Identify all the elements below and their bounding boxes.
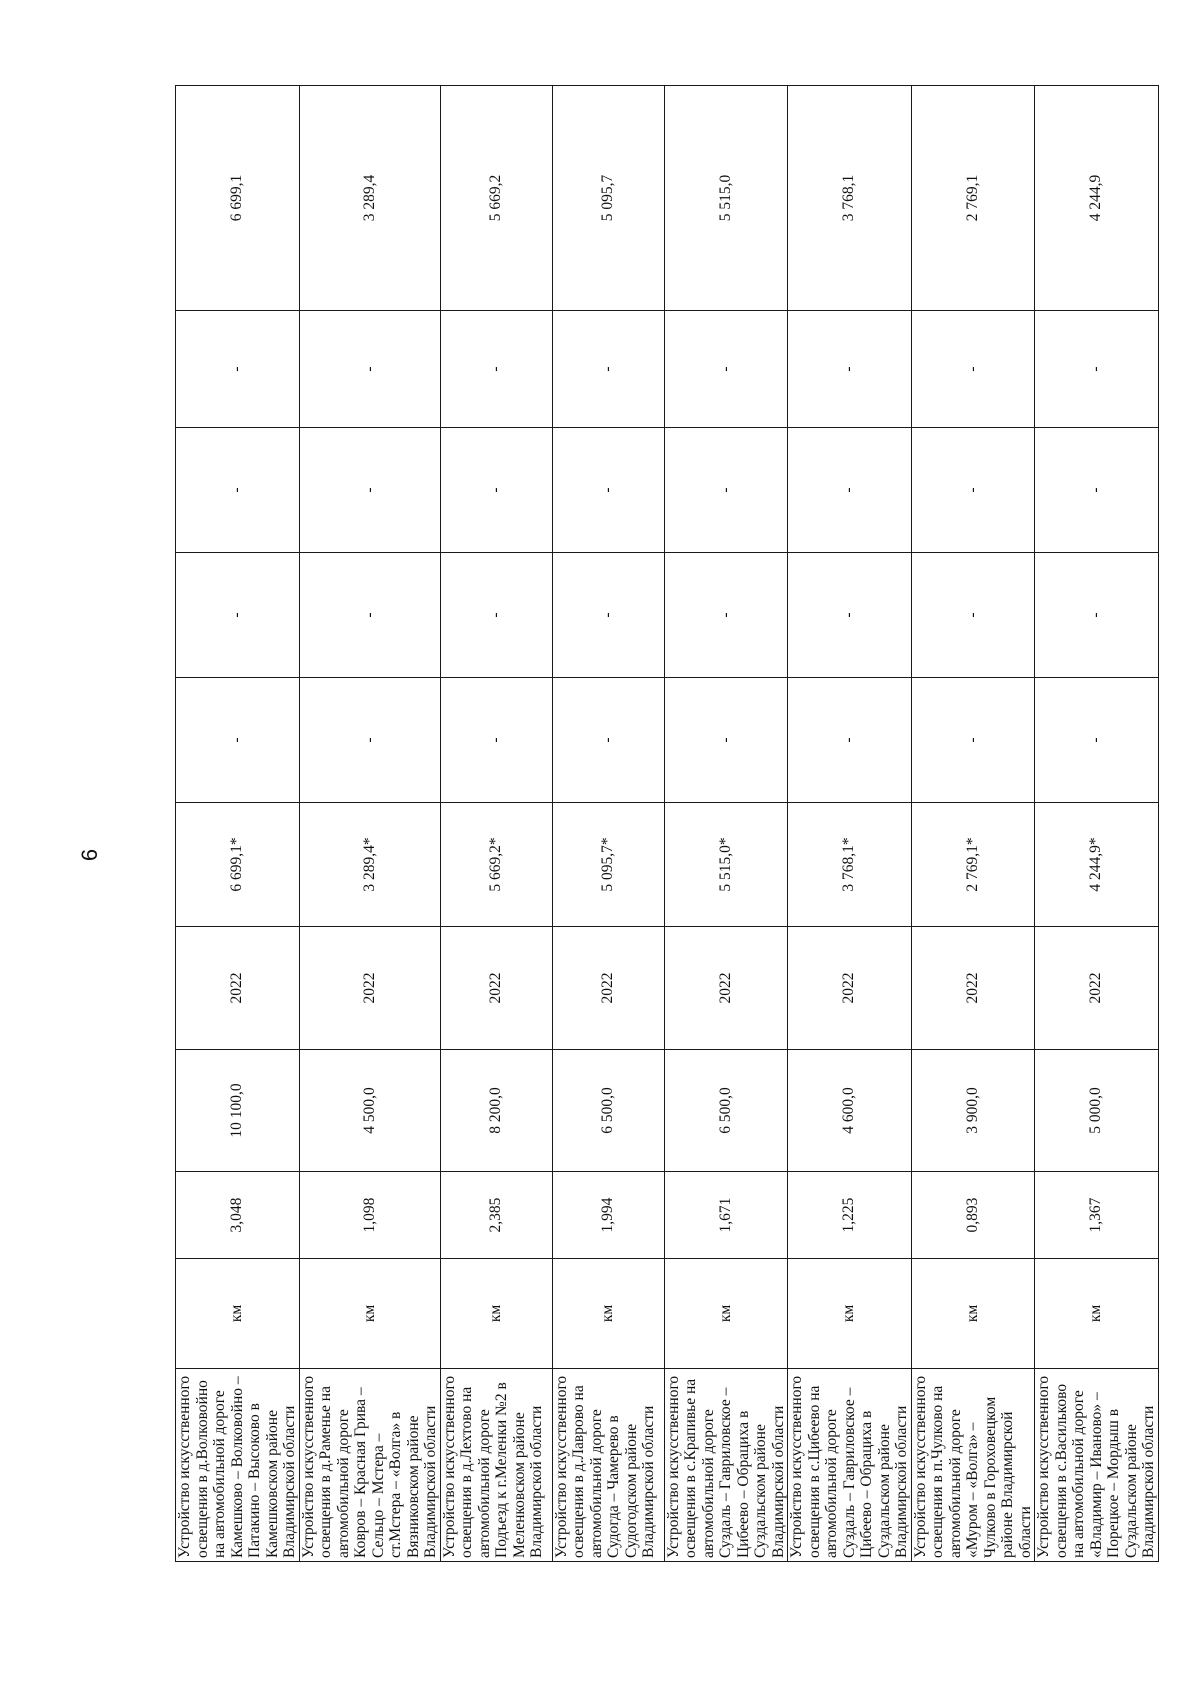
total-cell: 2 769,1 [911, 86, 1035, 311]
total-cell: 4 244,9 [1035, 86, 1159, 311]
table-row [664, 86, 788, 1562]
unit-cell: км [552, 1259, 664, 1369]
length-cell: 1,367 [1035, 1172, 1159, 1259]
empty-value-cell: - [552, 553, 664, 678]
empty-value-cell: - [1035, 553, 1159, 678]
table-row [911, 86, 1035, 1562]
year-cell: 2022 [552, 927, 664, 1050]
cost-cell: 6 500,0 [664, 1050, 788, 1172]
empty-value-cell: - [911, 553, 1035, 678]
empty-value-cell: - [664, 428, 788, 553]
empty-value-cell: - [788, 311, 912, 428]
rotated-table-wrapper [175, 86, 1157, 1562]
cost-cell: 4 500,0 [299, 1050, 440, 1172]
empty-value-cell: - [664, 553, 788, 678]
object-name-cell: Устройство искусственного освещения в д.Волковойно на автомобильной дороге Камешково – Волковойно – Патакино – Высоково в Камешковском районе Владимирской области [176, 1369, 300, 1562]
empty-value-cell: - [788, 428, 912, 553]
empty-value-cell: - [911, 678, 1035, 803]
amount-cell: 5 515,0* [664, 803, 788, 927]
unit-cell: км [440, 1259, 552, 1369]
object-name-cell: Устройство искусственного освещения в п.Чулково на автомобильной дороге «Муром – «Волга» – Чулково в Гороховецком районе Владимирской области [911, 1369, 1035, 1562]
empty-value-cell: - [440, 553, 552, 678]
empty-value-cell: - [440, 678, 552, 803]
empty-value-cell: - [1035, 311, 1159, 428]
cost-cell: 5 000,0 [1035, 1050, 1159, 1172]
year-cell: 2022 [664, 927, 788, 1050]
amount-cell: 5 095,7* [552, 803, 664, 927]
empty-value-cell: - [176, 678, 300, 803]
empty-value-cell: - [788, 678, 912, 803]
unit-cell: км [1035, 1259, 1159, 1369]
amount-cell: 5 669,2* [440, 803, 552, 927]
year-cell: 2022 [1035, 927, 1159, 1050]
object-name-cell: Устройство искусственного освещения в с.Крапивье на автомобильной дороге Суздаль – Гавриловское – Цибеево – Обрациха в Суздальском районе Владимирской области [664, 1369, 788, 1562]
table-row [299, 86, 440, 1562]
empty-value-cell: - [552, 678, 664, 803]
object-name-cell: Устройство искусственного освещения в с.Цибеево на автомобильной дороге Суздаль – Гавриловское – Цибеево – Обрациха в Суздальском районе Владимирской области [788, 1369, 912, 1562]
year-cell: 2022 [176, 927, 300, 1050]
total-cell: 5 669,2 [440, 86, 552, 311]
empty-value-cell: - [440, 311, 552, 428]
total-cell: 5 515,0 [664, 86, 788, 311]
table-row [1035, 86, 1159, 1562]
empty-value-cell: - [176, 553, 300, 678]
empty-value-cell: - [552, 311, 664, 428]
year-cell: 2022 [788, 927, 912, 1050]
road-lighting-table [175, 85, 1159, 1562]
empty-value-cell: - [664, 311, 788, 428]
unit-cell: км [911, 1259, 1035, 1369]
cost-cell: 10 100,0 [176, 1050, 300, 1172]
table-body [176, 86, 1159, 1562]
empty-value-cell: - [788, 553, 912, 678]
amount-cell: 3 289,4* [299, 803, 440, 927]
empty-value-cell: - [440, 428, 552, 553]
year-cell: 2022 [911, 927, 1035, 1050]
length-cell: 1,671 [664, 1172, 788, 1259]
length-cell: 3,048 [176, 1172, 300, 1259]
object-name-cell: Устройство искусственного освещения в д.Раменье на автомобильной дороге Ковров – Красная Грива – Сельцо – Мстера – ст.Мстера – «Волга» в Вязниковском районе Владимирской области [299, 1369, 440, 1562]
cost-cell: 8 200,0 [440, 1050, 552, 1172]
empty-value-cell: - [664, 678, 788, 803]
unit-cell: км [788, 1259, 912, 1369]
cost-cell: 3 900,0 [911, 1050, 1035, 1172]
length-cell: 0,893 [911, 1172, 1035, 1259]
object-name-cell: Устройство искусственного освещения в д.Лаврово на автомобильной дороге Судогда – Чамерево в Судогодском районе Владимирской области [552, 1369, 664, 1562]
table-row [552, 86, 664, 1562]
empty-value-cell: - [299, 428, 440, 553]
year-cell: 2022 [299, 927, 440, 1050]
length-cell: 1,994 [552, 1172, 664, 1259]
year-cell: 2022 [440, 927, 552, 1050]
total-cell: 3 768,1 [788, 86, 912, 311]
total-cell: 6 699,1 [176, 86, 300, 311]
table-row [440, 86, 552, 1562]
empty-value-cell: - [299, 311, 440, 428]
table-row [788, 86, 912, 1562]
amount-cell: 6 699,1* [176, 803, 300, 927]
length-cell: 1,225 [788, 1172, 912, 1259]
empty-value-cell: - [176, 311, 300, 428]
empty-value-cell: - [911, 428, 1035, 553]
unit-cell: км [176, 1259, 300, 1369]
empty-value-cell: - [1035, 678, 1159, 803]
object-name-cell: Устройство искусственного освещения в д.Лехтово на автомобильной дороге Подъезд к г.Меленки №2 в Меленковском районе Владимирской области [440, 1369, 552, 1562]
empty-value-cell: - [176, 428, 300, 553]
length-cell: 1,098 [299, 1172, 440, 1259]
length-cell: 2,385 [440, 1172, 552, 1259]
total-cell: 5 095,7 [552, 86, 664, 311]
unit-cell: км [664, 1259, 788, 1369]
empty-value-cell: - [299, 553, 440, 678]
object-name-cell: Устройство искусственного освещения в с.Васильково на автомобильной дороге «Владимир – Иваново» – Порецкое – Мордыш в Суздальском районе Владимирской области [1035, 1369, 1159, 1562]
cost-cell: 4 600,0 [788, 1050, 912, 1172]
empty-value-cell: - [911, 311, 1035, 428]
table-row [176, 86, 300, 1562]
unit-cell: км [299, 1259, 440, 1369]
empty-value-cell: - [299, 678, 440, 803]
empty-value-cell: - [552, 428, 664, 553]
amount-cell: 3 768,1* [788, 803, 912, 927]
empty-value-cell: - [1035, 428, 1159, 553]
page-number: 6 [77, 848, 102, 862]
amount-cell: 4 244,9* [1035, 803, 1159, 927]
total-cell: 3 289,4 [299, 86, 440, 311]
amount-cell: 2 769,1* [911, 803, 1035, 927]
cost-cell: 6 500,0 [552, 1050, 664, 1172]
